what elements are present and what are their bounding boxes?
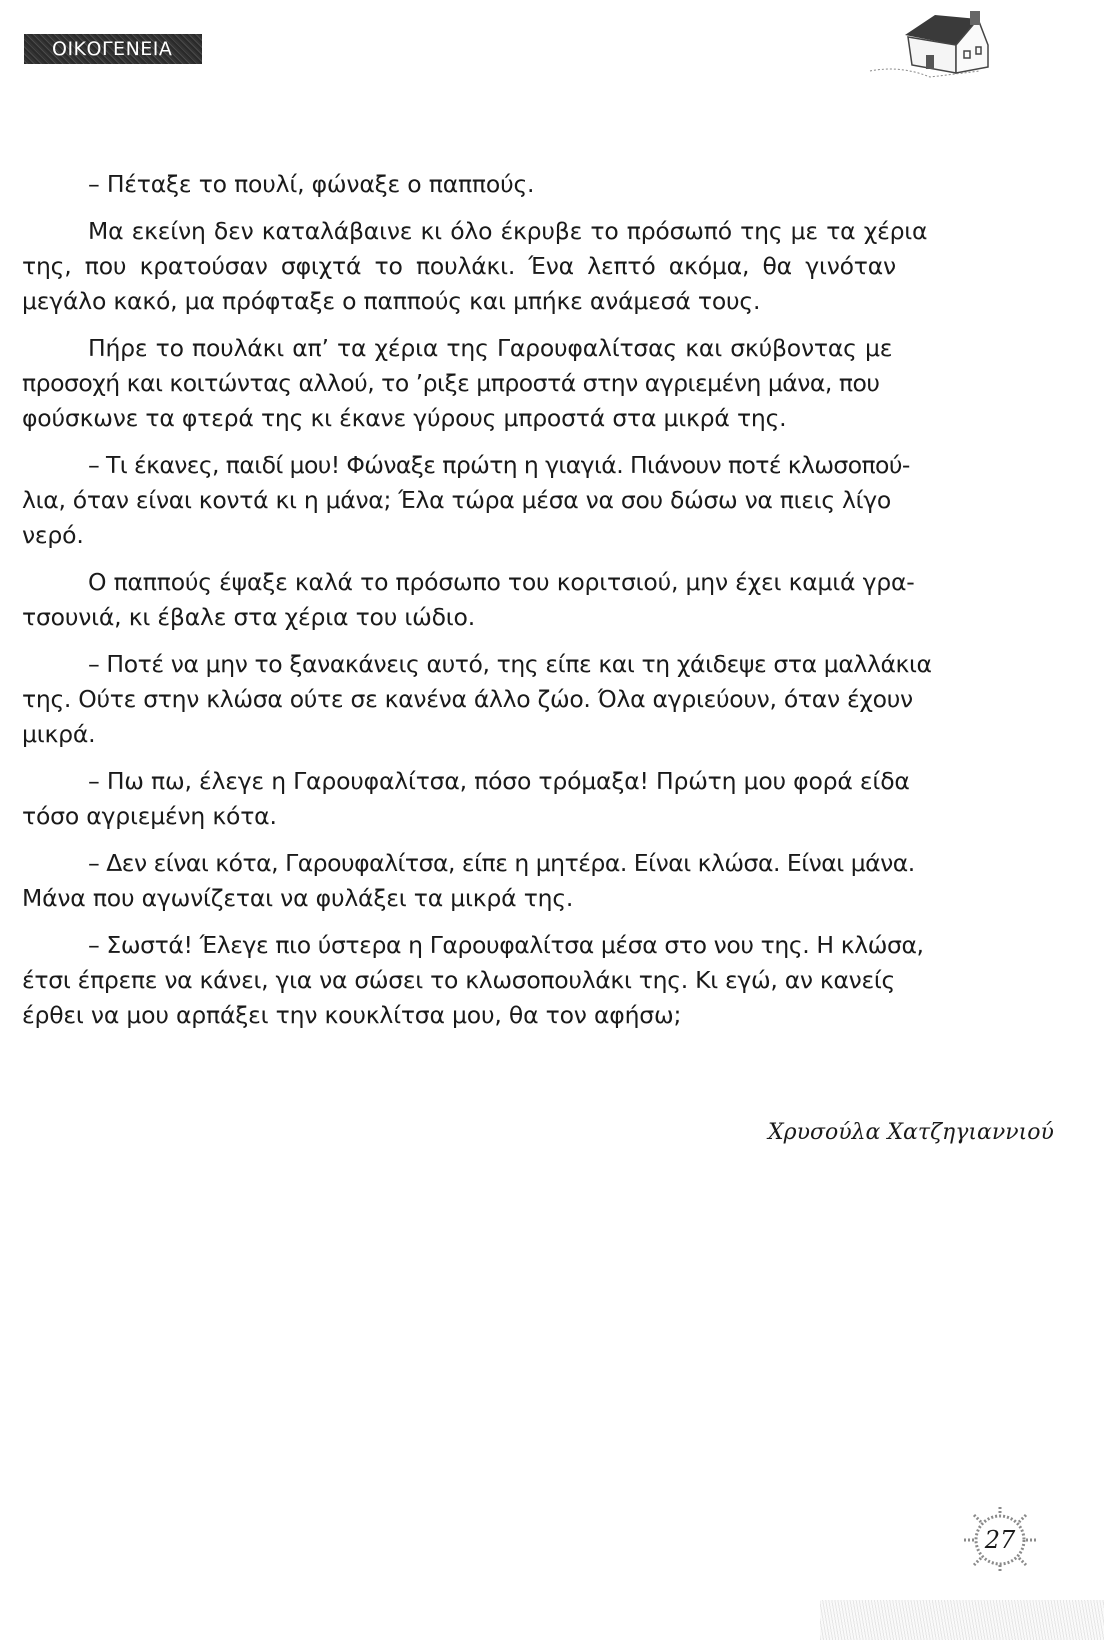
scan-edge-noise xyxy=(820,1600,1104,1640)
text-line: Ο παππούς έψαξε καλά το πρόσωπο του κοριτσιού, μην έχει καμιά γρα- xyxy=(88,568,915,596)
text-line: μικρά. xyxy=(22,720,96,748)
page-number: 27 xyxy=(984,1526,1016,1554)
text-line: νερό. xyxy=(22,521,84,549)
text-line: τσουνιά, κι έβαλε στα χέρια του ιώδιο. xyxy=(22,603,475,631)
text-line: μεγάλο κακό, μα πρόφταξε ο παππούς και μπήκε ανάμεσά τους. xyxy=(22,287,761,315)
text-line: της, που κρατούσαν σφιχτά το πουλάκι. Ένα λεπτό ακόμα, θα γινόταν xyxy=(22,252,896,280)
text-line: – Τι έκανες, παιδί μου! Φώναξε πρώτη η γιαγιά. Πιάνουν ποτέ κλωσοπού- xyxy=(88,451,910,479)
text-line: – Σωστά! Έλεγε πιο ύστερα η Γαρουφαλίτσα μέσα στο νου της. Η κλώσα, xyxy=(88,931,924,959)
text-line: Πήρε το πουλάκι απ’ τα χέρια της Γαρουφαλίτσας και σκύβοντας με xyxy=(88,334,893,362)
section-label: ΟΙΚΟΓΕΝΕΙΑ xyxy=(24,34,202,64)
text-line: τόσο αγριεμένη κότα. xyxy=(22,802,277,830)
text-line: έρθει να μου αρπάξει την κουκλίτσα μου, θα τον αφήσω; xyxy=(22,1001,682,1029)
text-line: – Πω πω, έλεγε η Γαρουφαλίτσα, πόσο τρόμαξα! Πρώτη μου φορά είδα xyxy=(88,767,910,795)
text-line: – Πέταξε το πουλί, φώναξε ο παππούς. xyxy=(88,170,535,198)
house-illustration xyxy=(860,5,1020,85)
text-line: φούσκωνε τα φτερά της κι έκανε γύρους μπροστά στα μικρά της. xyxy=(22,404,787,432)
text-line: Μα εκείνη δεν καταλάβαινε κι όλο έκρυβε το πρόσωπό της με τα χέρια xyxy=(88,217,928,245)
text-line: – Δεν είναι κότα, Γαρουφαλίτσα, είπε η μητέρα. Είναι κλώσα. Είναι μάνα. xyxy=(88,849,915,877)
text-line: λια, όταν είναι κοντά κι η μάνα; Έλα τώρα μέσα να σου δώσω να πιεις λίγο xyxy=(22,486,891,514)
text-line: έτσι έπρεπε να κάνει, για να σώσει το κλωσοπουλάκι της. Κι εγώ, αν κανείς xyxy=(22,966,896,994)
text-line: της. Ούτε στην κλώσα ούτε σε κανένα άλλο ζώο. Όλα αγριεύουν, όταν έχουν xyxy=(22,685,913,713)
page-number-badge xyxy=(950,1505,1050,1575)
text-line: – Ποτέ να μην το ξανακάνεις αυτό, της είπε και τη χάιδεψε στα μαλλάκια xyxy=(88,650,932,678)
text-line: προσοχή και κοιτώντας αλλού, το ’ριξε μπροστά στην αγριεμένη μάνα, που xyxy=(22,369,880,397)
author-signature: Χρυσούλα Χατζηγιαννιού xyxy=(768,1120,1054,1145)
text-line: Μάνα που αγωνίζεται να φυλάξει τα μικρά της. xyxy=(22,884,574,912)
